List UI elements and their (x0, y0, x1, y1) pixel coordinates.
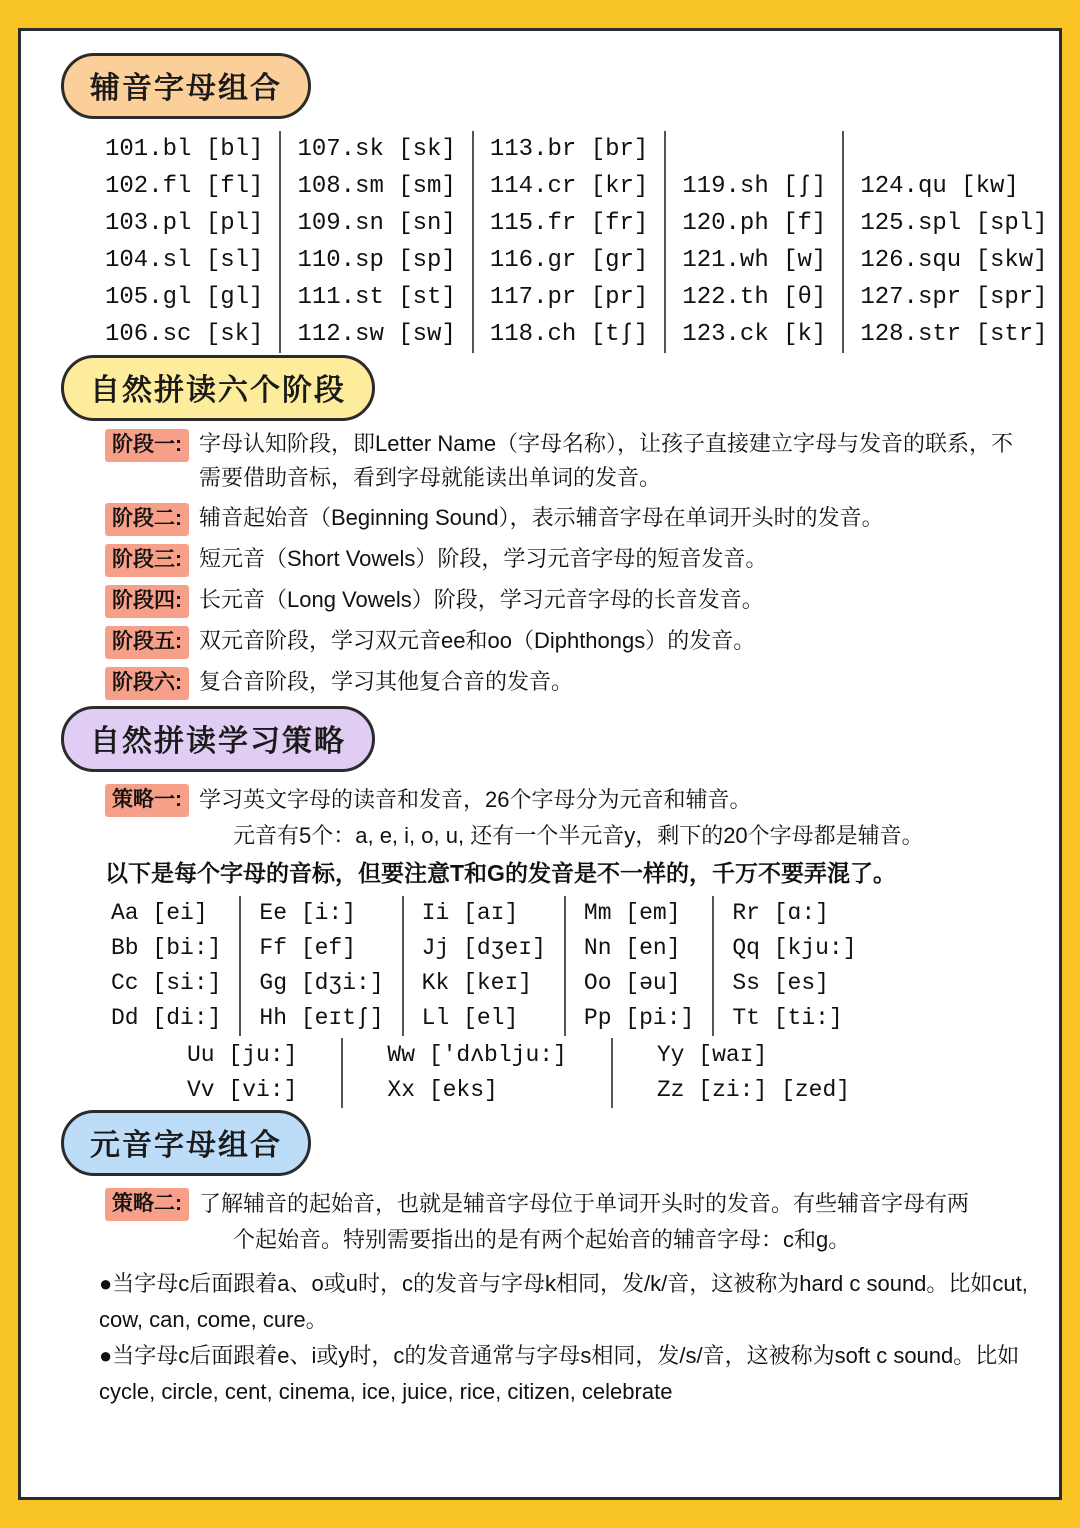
alphabet-cell: Tt [ti:] (732, 1005, 843, 1031)
alphabet-cell: Kk [keɪ] (421, 970, 533, 996)
stage-text: 双元音阶段，学习双元音ee和oo（Diphthongs）的发音。 (199, 628, 756, 653)
blend-cell: 122.th [θ] (682, 284, 827, 311)
alphabet-column (564, 896, 712, 1036)
blend-cell: 125.spl [spl] (860, 210, 1048, 237)
stage-text: 复合音阶段，学习其他复合音的发音。 (199, 669, 574, 694)
blend-cell: 113.br [br] (489, 136, 649, 163)
alphabet-cell: Xx [eks] (387, 1077, 498, 1103)
alphabet-column (341, 1038, 610, 1108)
section-title-consonant-blends: 辅音字母组合 (61, 53, 311, 119)
blend-cell: 106.sc [sk] (105, 321, 264, 348)
alphabet-cell: Jj [dʒeɪ] (421, 935, 546, 961)
alphabet-cell: Ee [i:] (259, 900, 357, 926)
alphabet-cell: Bb [bi:] (111, 935, 222, 961)
stage-tag: 阶段一: (105, 429, 189, 462)
blend-cell: 118.ch [tʃ] (489, 321, 649, 348)
bullet-item: ●当字母c后面跟着e、i或y时，c的发音通常与字母s相同，发/s/音，这被称为soft c sound。比如cycle, circle, cent, cinema, ice, juice, rice, citizen, celebrate (99, 1343, 1020, 1404)
blend-cell: 108.sm [sm] (297, 173, 456, 200)
alphabet-column (712, 896, 874, 1036)
section-title-strategy: 自然拼读学习策略 (61, 706, 375, 772)
stage-tag: 阶段三: (105, 544, 189, 577)
list-item (47, 542, 1033, 577)
blend-cell: 109.sn [sn] (297, 210, 456, 237)
strategy-subtext: 元音有5个：a, e, i, o, u, 还有一个半元音y，剩下的20个字母都是辅音。 (233, 823, 924, 848)
strategy-item (47, 782, 1033, 818)
consonant-blends-grid (47, 131, 1048, 353)
blend-column (472, 131, 664, 353)
list-item (47, 665, 1033, 700)
alphabet-column (143, 1038, 341, 1108)
alphabet-column (611, 1038, 894, 1108)
alphabet-cell: Uu [ju:] (187, 1042, 298, 1068)
alphabet-cell: Dd [di:] (111, 1005, 222, 1031)
blend-column (89, 131, 279, 353)
stage-tag: 阶段五: (105, 626, 189, 659)
blend-cell: 123.ck [k] (682, 321, 827, 348)
strategy-text: 了解辅音的起始音，也就是辅音字母位于单词开头时的发音。有些辅音字母有两 (199, 1191, 970, 1216)
alphabet-cell: Aa [ei] (111, 900, 208, 926)
six-stages-list (47, 427, 1033, 700)
list-item (47, 583, 1033, 618)
alphabet-cell: Gg [dʒi:] (259, 970, 384, 996)
alphabet-cell: Pp [pi:] (583, 1005, 695, 1031)
alphabet-cell: Yy [waɪ] (656, 1042, 768, 1068)
blend-cell: 120.ph [f] (682, 210, 827, 237)
blend-cell: 114.cr [kr] (489, 173, 649, 200)
stage-tag: 阶段二: (105, 503, 189, 536)
strategy-tag: 策略二: (105, 1188, 189, 1221)
stage-text: 长元音（Long Vowels）阶段，学习元音字母的长音发音。 (199, 587, 764, 612)
blend-cell: 124.qu [kw] (860, 173, 1019, 200)
blend-cell: 112.sw [sw] (297, 321, 456, 348)
blend-cell: 110.sp [sp] (297, 247, 456, 274)
stage-text: 字母认知阶段，即Letter Name（字母名称），让孩子直接建立字母与发音的联系，不需要借助音标，看到字母就能读出单词的发音。 (199, 431, 1014, 490)
alphabet-grid (47, 896, 1033, 1036)
alphabet-cell: Vv [vi:] (187, 1077, 298, 1103)
stage-tag: 阶段四: (105, 585, 189, 618)
strategy-subtext: 个起始音。特别需要指出的是有两个起始音的辅音字母：c和g。 (233, 1227, 851, 1252)
list-item (47, 501, 1033, 536)
alphabet-column (93, 896, 239, 1036)
list-item (47, 624, 1033, 659)
blend-cell: 119.sh [ʃ] (682, 173, 827, 200)
alphabet-column (402, 896, 564, 1036)
alphabet-cell: Ww ['dʌblju:] (387, 1042, 567, 1068)
blend-cell: 111.st [st] (297, 284, 456, 311)
strategy-item (47, 1186, 1033, 1222)
blend-cell: 107.sk [sk] (297, 136, 456, 163)
blend-cell: 116.gr [gr] (489, 247, 649, 274)
section-title-vowel-combos: 元音字母组合 (61, 1110, 311, 1176)
blend-cell: 105.gl [gl] (105, 284, 264, 311)
blend-cell: 115.fr [fr] (489, 210, 649, 237)
stage-text: 辅音起始音（Beginning Sound），表示辅音字母在单词开头时的发音。 (199, 505, 884, 530)
strategy-bold-note: 以下是每个字母的音标，但要注意T和G的发音是不一样的，千万不要弄混了。 (105, 860, 896, 886)
blend-cell: 126.squ [skw] (860, 247, 1048, 274)
stage-tag: 阶段六: (105, 667, 189, 700)
blend-cell: 104.sl [sl] (105, 247, 264, 274)
section-title-six-stages: 自然拼读六个阶段 (61, 355, 375, 421)
blend-column (279, 131, 471, 353)
blend-column (664, 131, 842, 353)
alphabet-cell: Qq [kju:] (732, 935, 857, 961)
strategy-tag: 策略一: (105, 784, 189, 817)
stage-text: 短元音（Short Vowels）阶段，学习元音字母的短音发音。 (199, 546, 768, 571)
alphabet-cell: Rr [ɑ:] (732, 900, 829, 926)
blend-cell: 101.bl [bl] (105, 136, 264, 163)
alphabet-cell: Nn [en] (583, 935, 681, 961)
strategy-text: 学习英文字母的读音和发音，26个字母分为元音和辅音。 (199, 787, 752, 812)
blend-cell: 121.wh [w] (682, 247, 827, 274)
bullet-item: ●当字母c后面跟着a、o或u时，c的发音与字母k相同，发/k/音，这被称为hard c sound。比如cut, cow, can, come, cure。 (99, 1271, 1028, 1332)
blend-cell: 128.str [str] (860, 321, 1048, 348)
blend-cell: 103.pl [pl] (105, 210, 264, 237)
alphabet-cell: Mm [em] (583, 900, 681, 926)
document-page (18, 28, 1062, 1500)
bullet-list (47, 1266, 1033, 1410)
alphabet-cell: Hh [eɪtʃ] (259, 1005, 384, 1031)
list-item (47, 427, 1033, 495)
alphabet-cell: Cc [si:] (111, 970, 222, 996)
blend-cell: 117.pr [pr] (489, 284, 649, 311)
alphabet-cell: Ii [aɪ] (421, 900, 519, 926)
alphabet-grid-bottom (47, 1038, 1033, 1108)
blend-column (842, 131, 1063, 353)
alphabet-cell: Ff [ef] (259, 935, 357, 961)
alphabet-cell: Ll [el] (421, 1005, 519, 1031)
alphabet-cell: Oo [əu] (583, 970, 681, 996)
alphabet-cell: Zz [zi:] [zed] (656, 1077, 851, 1103)
alphabet-column (239, 896, 401, 1036)
blend-cell: 127.spr [spr] (860, 284, 1048, 311)
alphabet-cell: Ss [es] (732, 970, 829, 996)
blend-cell: 102.fl [fl] (105, 173, 264, 200)
